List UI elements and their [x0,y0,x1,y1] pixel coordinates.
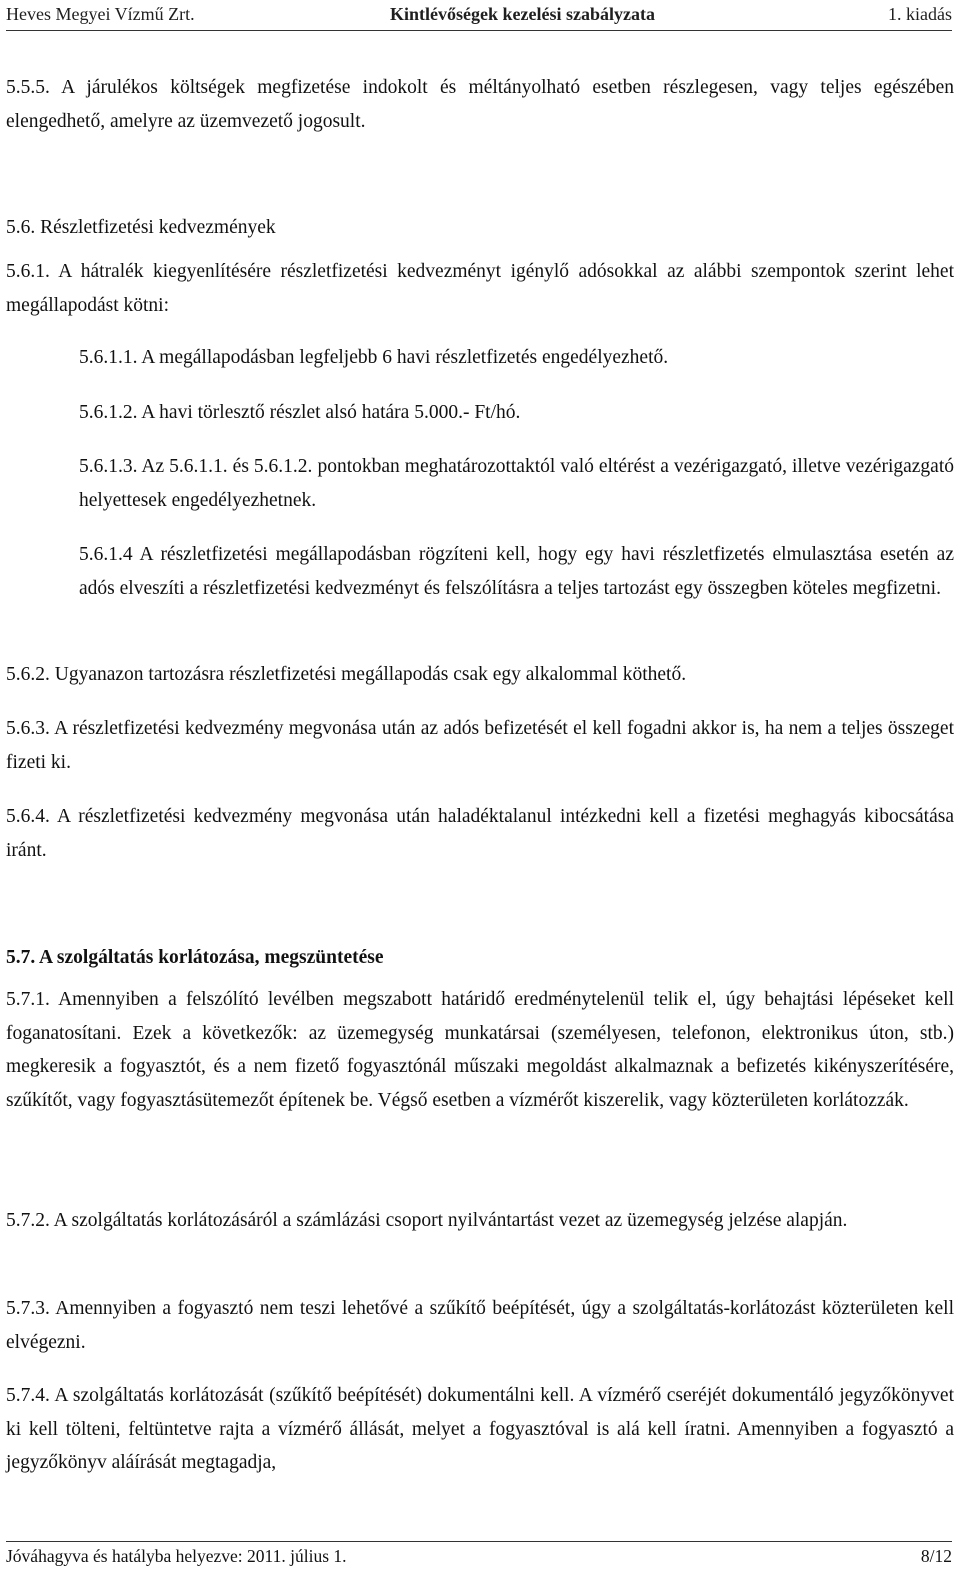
paragraph-5-6-4: 5.6.4. A részletfizetési kedvezmény megvonása után haladéktalanul intézkedni kell a fizetési meghagyás kibocsátása iránt. [6,806,954,861]
header-title: Kintlévőségek kezelési szabályzata [390,4,655,24]
paragraph-5-6-1: 5.6.1. A hátralék kiegyenlítésére részletfizetési kedvezményt igénylő adósokkal az alábbi szempontok szerint lehet megállapodást kötni: [6,261,954,316]
paragraph-5-7-4: 5.7.4. A szolgáltatás korlátozását (szűkítő beépítését) dokumentálni kell. A vízmérő cseréjét dokumentáló jegyzőkönyvet ki kell tölteni, feltüntetve rajta a vízmérő állását, melyet a fogyasztóval is alá kell íratni. Amennyiben a fogyasztó a jegyzőkönyv aláírását megtagadja, [6,1385,954,1473]
heading-5-6: 5.6. Részletfizetési kedvezmények [6,217,276,238]
paragraph-5-6-1-2: 5.6.1.2. A havi törlesztő részlet alsó határa 5.000.- Ft/hó. [79,402,521,423]
paragraph-5-7-3: 5.7.3. Amennyiben a fogyasztó nem teszi lehetővé a szűkítő beépítését, úgy a szolgáltatás-korlátozást közterületen kell elvégezni. [6,1298,954,1353]
paragraph-5-6-3: 5.6.3. A részletfizetési kedvezmény megvonása után az adós befizetését el kell fogadni akkor is, ha nem a teljes összeget fizeti ki. [6,718,954,773]
page-footer [6,1541,952,1568]
header-edition: 1. kiadás [888,4,952,24]
footer-approval: Jóváhagyva és hatályba helyezve: 2011. július 1. [6,1546,347,1566]
paragraph-5-7-1: 5.7.1. Amennyiben a felszólító levélben megszabott határidő eredménytelenül telik el, úgy behajtási lépéseket kell foganatosítani. Ezek a következők: az üzemegység munkatársai (személyesen, telefonon, elektronikus úton, stb.) megkeresik a fogyasztót, és a nem fizető fogyasztónál műszaki megoldást alkalmaznak a befizetés kikényszerítésére, szűkítőt, vagy fogyasztásütemezőt építenek be. Végső esetben a vízmérőt kiszerelik, vagy közterületen korlátozzák. [6,989,954,1111]
paragraph-5-6-2: 5.6.2. Ugyanazon tartozásra részletfizetési megállapodás csak egy alkalommal köthető. [6,664,687,685]
header-company: Heves Megyei Vízmű Zrt. [6,4,195,24]
paragraph-5-5-5: 5.5.5. A járulékos költségek megfizetése indokolt és méltányolható esetben részlegesen, vagy teljes egészében elengedhető, amelyre az üzemvezető jogosult. [6,77,954,132]
page-header [6,0,952,31]
paragraph-5-7-2: 5.7.2. A szolgáltatás korlátozásáról a számlázási csoport nyilvántartást vezet az üzemegység jelzése alapján. [6,1210,848,1231]
heading-5-7: 5.7. A szolgáltatás korlátozása, megszüntetése [6,947,384,968]
paragraph-5-6-1-3: 5.6.1.3. Az 5.6.1.1. és 5.6.1.2. pontokban meghatározottaktól való eltérést a vezérigazgató, illetve vezérigazgató helyettesek engedélyezhetnek. [79,456,954,511]
paragraph-5-6-1-4: 5.6.1.4 A részletfizetési megállapodásban rögzíteni kell, hogy egy havi részletfizetés elmulasztása esetén az adós elveszíti a részletfizetési kedvezményt és felszólításra a teljes tartozást egy összegben köteles megfizetni. [79,544,954,599]
footer-page-number: 8/12 [920,1546,952,1566]
paragraph-5-6-1-1: 5.6.1.1. A megállapodásban legfeljebb 6 havi részletfizetés engedélyezhető. [79,347,669,368]
